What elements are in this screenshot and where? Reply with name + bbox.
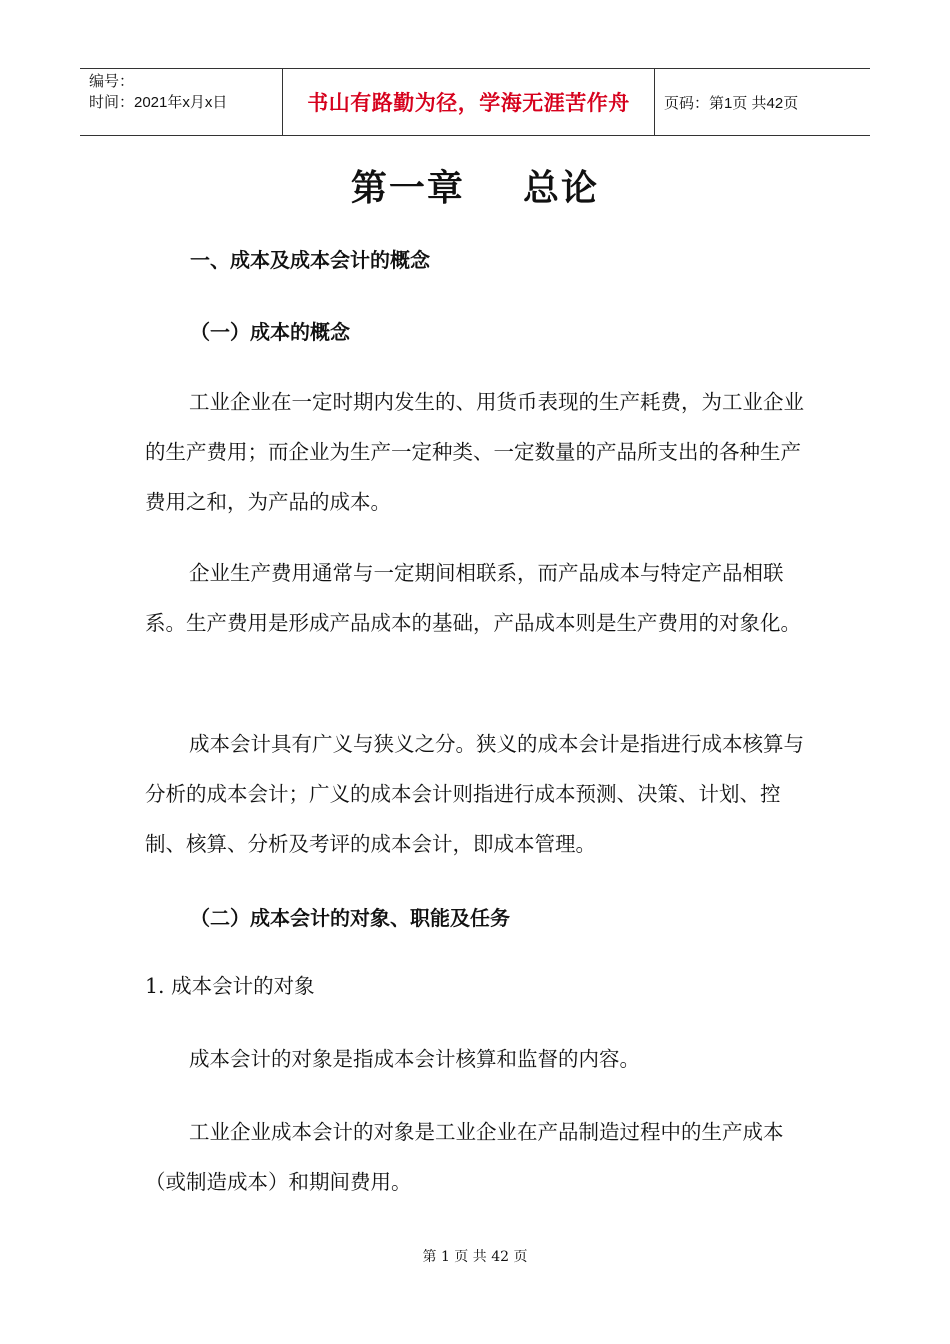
header-meta-cell: [80, 69, 282, 135]
document-number-label: 编号：: [89, 73, 135, 90]
paragraph: 工业企业在一定时期内发生的、用货币表现的生产耗费，为工业企业的生产费用；而企业为生产一定种类、一定数量的产品所支出的各种生产费用之和，为产品的成本。: [145, 390, 804, 514]
page-footer: 第 1 页 共 42 页: [422, 1249, 528, 1265]
header-page-info: 页码：第1页 共42页: [664, 94, 799, 112]
list-item-heading: 1. 成本会计的对象: [145, 974, 315, 998]
subsection-heading: （一）成本的概念: [190, 320, 350, 344]
chapter-title: 第一章 总论: [350, 168, 600, 209]
paragraph: 成本会计具有广义与狭义之分。狭义的成本会计是指进行成本核算与分析的成本会计；广义的成本会计则指进行成本预测、决策、计划、控制、核算、分析及考评的成本会计，即成本管理。: [145, 732, 804, 856]
paragraph: 工业企业成本会计的对象是工业企业在产品制造过程中的生产成本（或制造成本）和期间费用。: [145, 1120, 784, 1194]
header-motto: 书山有路勤为径，学海无涯苦作舟: [282, 69, 655, 135]
document-header-table: [80, 68, 870, 136]
section-heading: 一、成本及成本会计的概念: [190, 248, 430, 272]
paragraph: 成本会计的对象是指成本会计核算和监督的内容。: [189, 1047, 640, 1071]
document-date-label: 时间：2021年x月x日: [89, 94, 228, 111]
subsection-heading: （二）成本会计的对象、职能及任务: [190, 906, 510, 930]
paragraph: 企业生产费用通常与一定期间相联系，而产品成本与特定产品相联系。生产费用是形成产品成本的基础，产品成本则是生产费用的对象化。: [145, 561, 801, 635]
